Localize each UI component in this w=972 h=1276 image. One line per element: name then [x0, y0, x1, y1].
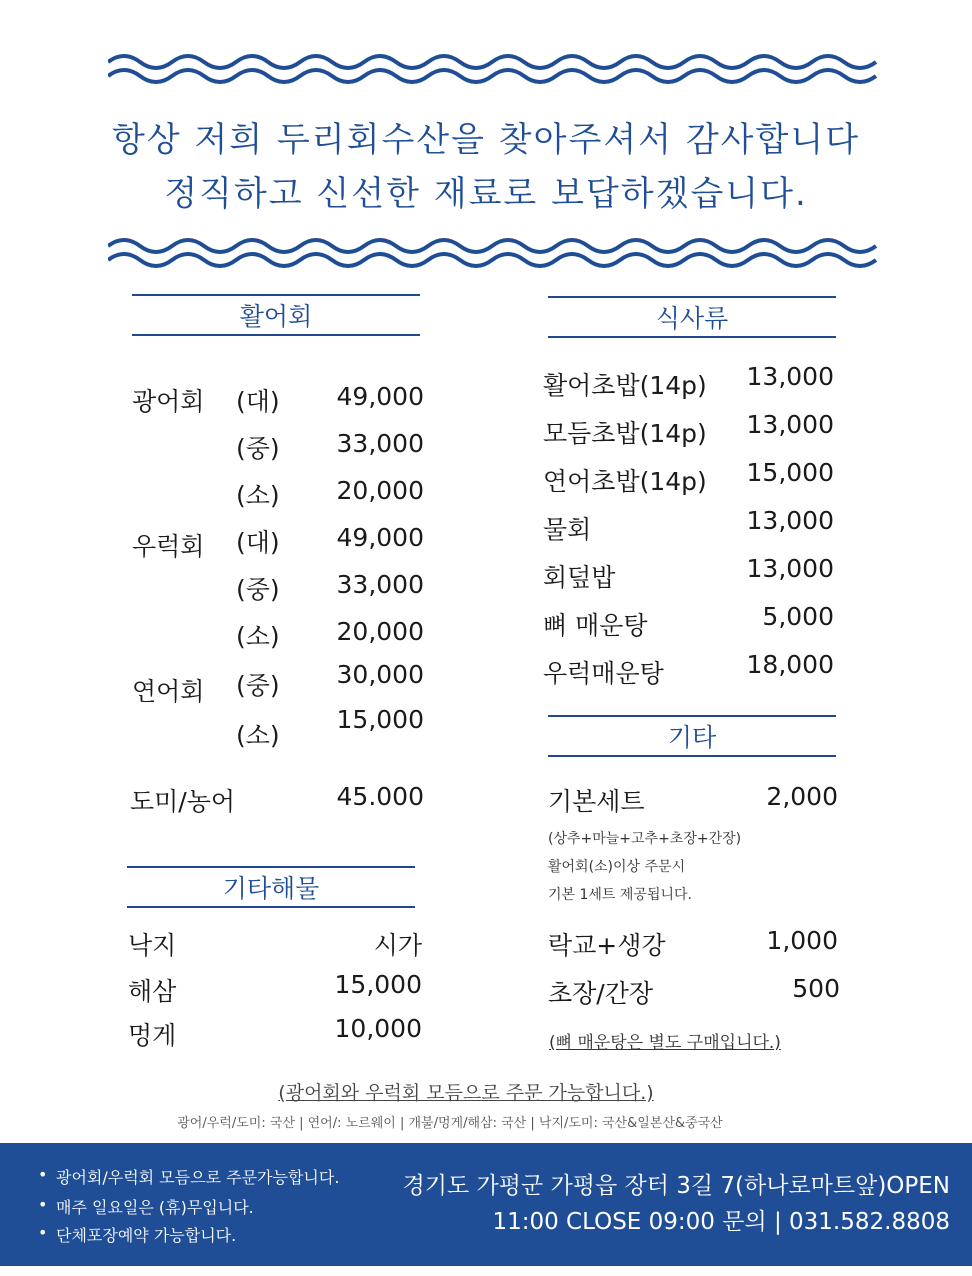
- headline-line2: 정직하고 신선한 재료로 보답하겠습니다.: [164, 174, 808, 214]
- store-hours-phone: 11:00 CLOSE 09:00 문의 | 031.582.8808: [492, 1209, 950, 1235]
- item-price: 15,000: [334, 970, 422, 999]
- combo-order-note: (광어회와 우럭회 모듬으로 주문 가능합니다.): [278, 1082, 654, 1104]
- item-name: 초장/간장: [548, 979, 654, 1008]
- item-price: 45.000: [336, 782, 424, 811]
- item-price: 1,000: [766, 926, 838, 955]
- item-name: 멍게: [128, 1021, 177, 1050]
- item-price: 20,000: [336, 617, 424, 646]
- section-title-meals: 식사류: [548, 296, 836, 338]
- basic-set-note: 활어회(소)이상 주문시: [548, 859, 686, 875]
- item-name: 모듬초밥(14p): [543, 419, 707, 448]
- item-price: 13,000: [746, 554, 834, 583]
- item-price: 10,000: [334, 1014, 422, 1043]
- item-name: 물회: [543, 515, 592, 544]
- item-name: 도미/농어: [130, 787, 236, 816]
- item-name: 광어회: [132, 387, 205, 416]
- item-name: 연어초밥(14p): [543, 467, 707, 496]
- item-price: 15,000: [746, 458, 834, 487]
- item-price: 2,000: [766, 782, 838, 811]
- item-price: 18,000: [746, 650, 834, 679]
- item-price: 20,000: [336, 476, 424, 505]
- item-size: (소): [236, 721, 280, 750]
- item-size: (소): [236, 481, 280, 510]
- basic-set-note: (상추+마늘+고추+초장+간장): [548, 831, 742, 847]
- item-size: (중): [236, 575, 280, 604]
- item-price: 33,000: [336, 570, 424, 599]
- item-price: 시가: [373, 931, 422, 960]
- bottom-wave-decoration: [108, 236, 878, 270]
- footer-bullet: • 광어회/우럭회 모듬으로 주문가능합니다.: [38, 1165, 339, 1188]
- item-price: 30,000: [336, 660, 424, 689]
- origin-info: 광어/우럭/도미: 국산 | 연어/: 노르웨이 | 개불/멍게/해삼: 국산 | 낙지/도미: 국산&일본산&중국산: [177, 1116, 723, 1131]
- section-title-sashimi: 활어회: [132, 294, 420, 336]
- item-price: 15,000: [336, 705, 424, 734]
- item-name: 회덮밥: [543, 563, 616, 592]
- item-name: 활어초밥(14p): [543, 371, 707, 400]
- top-wave-decoration: [108, 52, 878, 86]
- footer-bullet: • 단체포장예약 가능합니다.: [38, 1223, 236, 1246]
- item-size: (소): [236, 622, 280, 651]
- spicy-soup-footnote: (뼈 매운탕은 별도 구매입니다.): [549, 1033, 781, 1053]
- item-name: 우럭매운탕: [543, 659, 664, 688]
- item-price: 13,000: [746, 362, 834, 391]
- headline-line1: 항상 저희 두리회수산을 찾아주셔서 감사합니다: [111, 120, 861, 160]
- item-name: 연어회: [132, 677, 205, 706]
- item-price: 5,000: [762, 602, 834, 631]
- item-price: 500: [792, 974, 840, 1003]
- item-name: 뼈 매운탕: [543, 611, 648, 640]
- item-name: 우럭회: [132, 532, 205, 561]
- item-price: 33,000: [336, 429, 424, 458]
- item-price: 49,000: [336, 382, 424, 411]
- item-name: 기본세트: [548, 787, 645, 816]
- item-name: 해삼: [128, 977, 177, 1006]
- footer-bullet: • 매주 일요일은 (휴)무입니다.: [38, 1195, 254, 1218]
- footer-bar: [0, 1143, 972, 1266]
- item-size: (대): [236, 387, 280, 416]
- item-price: 49,000: [336, 523, 424, 552]
- store-address: 경기도 가평군 가평읍 장터 3길 7(하나로마트앞)OPEN: [402, 1173, 950, 1199]
- section-title-seafood: 기타해물: [127, 866, 415, 908]
- item-size: (대): [236, 528, 280, 557]
- basic-set-note: 기본 1세트 제공됩니다.: [548, 887, 692, 903]
- item-price: 13,000: [746, 506, 834, 535]
- item-price: 13,000: [746, 410, 834, 439]
- section-title-etc: 기타: [548, 715, 836, 757]
- item-size: (중): [236, 434, 280, 463]
- item-name: 락교+생강: [548, 931, 666, 960]
- item-name: 낙지: [128, 931, 177, 960]
- item-size: (중): [236, 671, 280, 700]
